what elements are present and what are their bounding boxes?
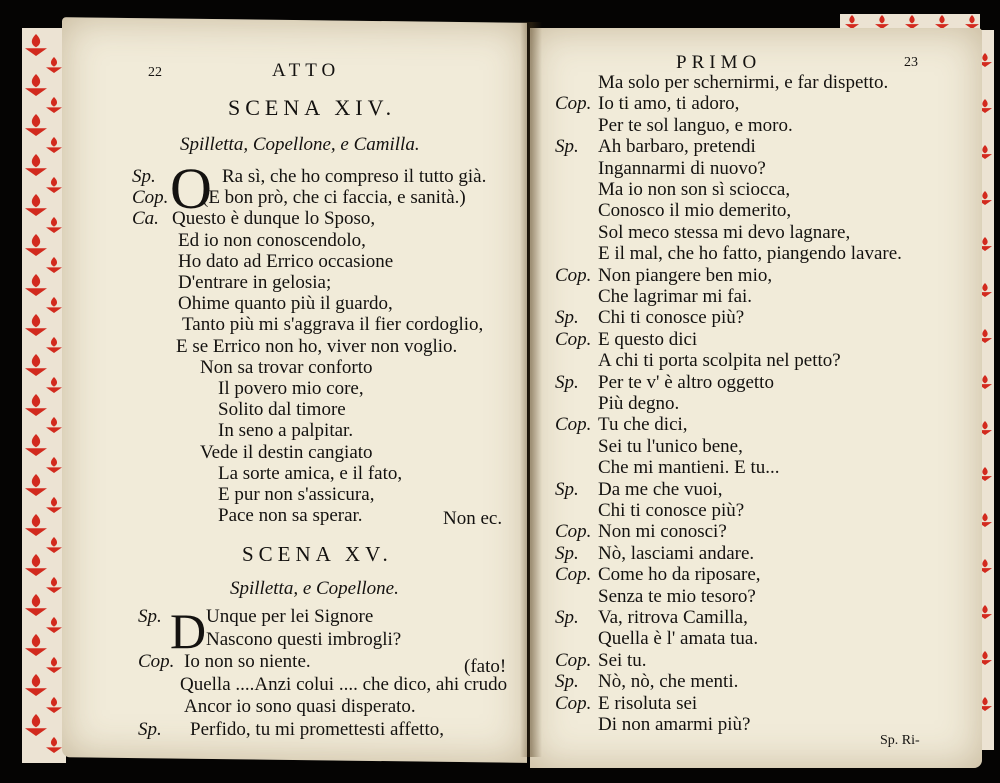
verse-line: Ingannarmi di nuovo? [598, 157, 766, 179]
verse-line: Nascono questi imbrogli? [206, 628, 402, 650]
verse-line: Vede il destin cangiato [200, 441, 373, 463]
page-number-right: 23 [904, 55, 918, 70]
verse-line: Tu che dici, [598, 414, 688, 436]
verse-line: Nò, nò, che menti. [598, 671, 739, 693]
verse-line: A chi ti porta scolpita nel petto? [598, 350, 841, 372]
verse-line: Ohime quanto più il guardo, [178, 293, 393, 315]
page-number-left: 22 [148, 65, 162, 80]
verse-line: Per te v' è altro oggetto [598, 371, 774, 393]
speaker-label: Cop. [555, 414, 592, 436]
verse-line: Ra sì, che ho compreso il tutto già. [222, 166, 487, 187]
verse-line: Sei tu l'unico bene, [598, 435, 743, 457]
verse-line: Di non amarmi più? [598, 714, 751, 735]
verse-line: Ho dato ad Errico occasione [178, 250, 394, 272]
verse-line: Sei tu. [598, 649, 647, 671]
scene2-title: SCENA XV. [242, 542, 393, 566]
verse-line: Che lagrimar mi fai. [598, 286, 753, 307]
speaker-label: Sp. [555, 542, 579, 564]
speaker-label: Cop. [555, 564, 592, 586]
book-gutter [520, 22, 542, 757]
speaker-label: Ca. [132, 208, 159, 230]
verse-line: Per te sol languo, e moro. [598, 114, 793, 136]
aside-fato: (fato! [464, 656, 507, 677]
verse-line: Va, ritrova Camilla, [598, 607, 748, 628]
verse-line: Sol meco stessa mi devo lagnare, [598, 221, 851, 243]
speaker-label: Cop. [138, 651, 175, 672]
verse-line: E se Errico non ho, viver non voglio. [176, 335, 458, 357]
verse-line: Chi ti conosce più? [598, 307, 745, 329]
verse-line: Ah barbaro, pretendi [598, 136, 756, 158]
verse-line: Da me che vuoi, [598, 478, 723, 500]
verse-line: (E bon prò, che ci faccia, e sanità.) [202, 187, 466, 209]
speaker-label: Sp. [555, 478, 579, 500]
verse-line: D'entrare in gelosia; [178, 272, 332, 293]
speaker-label: Cop. [555, 93, 592, 115]
verse-line: Perfido, tu mi promettesti affetto, [190, 718, 444, 740]
speaker-label: Cop. [555, 328, 592, 350]
verse-line: Il povero mio core, [218, 378, 364, 399]
verse-line: E il mal, che ho fatto, piangendo lavare. [598, 243, 902, 265]
verse-line: Senza te mio tesoro? [598, 585, 756, 607]
scene2-characters: Spilletta, e Copellone. [230, 578, 399, 599]
verse-line: E questo dici [598, 328, 698, 350]
verse-line: Più degno. [598, 393, 680, 414]
verse-line: Questo è dunque lo Sposo, [172, 208, 376, 230]
speaker-label: Sp. [138, 718, 162, 740]
speaker-label: Sp. [555, 371, 579, 393]
speaker-label: Cop. [555, 649, 592, 671]
running-head-left: ATTO [272, 60, 341, 81]
verse-line: In seno a palpitar. [218, 420, 354, 442]
verse-line: Ed io non conoscendolo, [178, 229, 366, 251]
verse-line: Io ti amo, ti adoro, [598, 93, 740, 115]
verse-line: Quella è l' amata tua. [598, 628, 759, 650]
verse-line: Pace non sa sperar. [218, 505, 363, 527]
speaker-label: Cop. [555, 264, 592, 286]
verse-line: Chi ti conosce più? [598, 500, 745, 521]
speaker-label: Sp. [138, 606, 162, 627]
decorated-edge-left [22, 28, 66, 763]
drop-capital: O [170, 156, 212, 221]
scene-characters: Spilletta, Copellone, e Camilla. [180, 134, 420, 155]
verse-line: Ma solo per schernirmi, e far dispetto. [598, 72, 889, 93]
exit-note: Non ec. [443, 508, 503, 529]
speaker-label: Sp. [555, 671, 579, 693]
verse-line: E risoluta sei [598, 692, 698, 714]
verse-line: Come ho da riposare, [598, 564, 761, 586]
speaker-label: Cop. [132, 187, 169, 209]
catchword: Sp. Ri- [880, 733, 920, 748]
verse-line: La sorte amica, e il fato, [218, 462, 403, 484]
verse-line: Che mi mantieni. E tu... [598, 457, 780, 479]
verse-line: Unque per lei Signore [206, 606, 374, 627]
drop-capital-2: D [170, 603, 207, 659]
verse-line: Conosco il mio demerito, [598, 200, 792, 222]
verse-line: Solito dal timore [218, 399, 346, 421]
verse-line: Nò, lasciami andare. [598, 542, 755, 564]
verse-line: Tanto più mi s'aggrava il fier cordoglio, [182, 314, 484, 336]
running-head-right: PRIMO [676, 52, 762, 73]
speaker-label: Sp. [555, 307, 579, 329]
verse-line: Non sa trovar conforto [200, 356, 373, 378]
verse-line: E pur non s'assicura, [218, 484, 375, 505]
verse-line: Quella ....Anzi colui .... che dico, ahi crudo [180, 673, 508, 695]
verse-line: Io non so niente. [184, 651, 311, 672]
scene-title: SCENA XIV. [228, 95, 397, 120]
verse-line: Non mi conosci? [598, 521, 727, 543]
speaker-label: Cop. [555, 521, 592, 543]
verse-line: Non piangere ben mio, [598, 264, 773, 286]
speaker-label: Sp. [132, 166, 156, 187]
speaker-label: Cop. [555, 692, 592, 714]
verse-line: Ancor io sono quasi disperato. [184, 696, 416, 717]
speaker-label: Sp. [555, 136, 579, 158]
speaker-label: Sp. [555, 607, 579, 628]
verse-line: Ma io non son sì sciocca, [598, 179, 791, 200]
